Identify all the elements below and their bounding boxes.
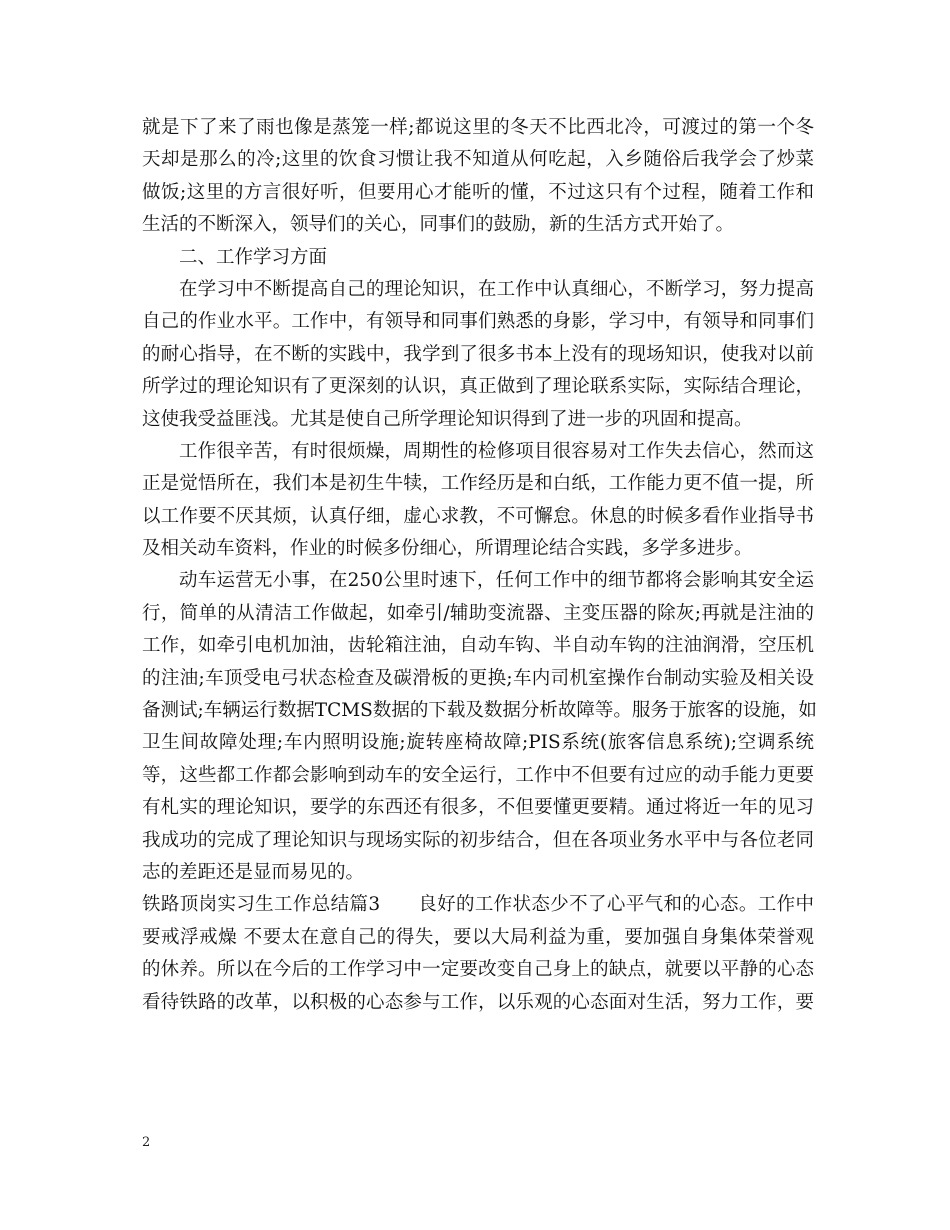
text-line: 工作，如牵引电机加油，齿轮箱注油，自动车钩、半自动车钩的注油润滑，空压机 — [142, 635, 814, 657]
page-number: 2 — [142, 1135, 151, 1150]
text-line: 就是下了来了雨也像是蒸笼一样;都说这里的冬天不比西北冷，可渡过的第一个冬 — [142, 117, 814, 138]
text-line: 这使我受益匪浅。尤其是使自己所学理论知识得到了进一步的巩固和提高。 — [142, 408, 753, 430]
text-line: 等，这些都工作都会影响到动车的安全运行，工作中不但要有过应的动手能力更要 — [142, 764, 814, 786]
paragraph-life-adaptation — [142, 112, 814, 242]
text-line: 铁路顶岗实习生工作总结篇3 良好的工作状态少不了心平气和的心态。工作中 — [142, 894, 814, 916]
text-line: 在学习中不断提高自己的理论知识，在工作中认真细心，不断学习，努力提高 — [179, 278, 814, 300]
paragraph-hard-work — [142, 436, 814, 566]
text-line: 天却是那么的冷;这里的饮食习惯让我不知道从何吃起，入乡随俗后我学会了炒菜 — [142, 149, 814, 171]
text-line: 志的差距还是显而易见的。 — [142, 861, 365, 883]
text-line: 动车运营无小事，在250公里时速下，任何工作中的细节都将会影响其安全运 — [179, 570, 814, 592]
text-line: 我成功的完成了理论知识与现场实际的初步结合，但在各项业务水平中与各位老同 — [142, 829, 814, 851]
text-line: 备测试;车辆运行数据TCMS数据的下载及数据分析故障等。服务于旅客的设施，如 — [142, 700, 817, 722]
text-line: 二、工作学习方面 — [179, 246, 328, 268]
paragraph-study-theory — [142, 274, 814, 436]
text-line: 行，简单的从清洁工作做起，如牵引/辅助变流器、主变压器的除灰;再就是注油的 — [142, 602, 814, 624]
text-line: 有札实的理论知识，要学的东西还有很多，不但要懂更要精。通过将近一年的见习 — [142, 797, 814, 819]
text-line: 的休养。所以在今后的工作学习中一定要改变自己身上的缺点，就要以平静的心态 — [142, 959, 814, 981]
paragraph-emu-operation — [142, 565, 817, 889]
text-line: 以工作要不厌其烦，认真仔细，虚心求教，不可懈怠。休息的时候多看作业指导书 — [142, 505, 814, 527]
text-line: 工作很辛苦，有时很烦燥，周期性的检修项目很容易对工作失去信心，然而这 — [179, 440, 814, 462]
text-line: 自己的作业水平。工作中，有领导和同事们熟悉的身影，学习中，有领导和同事们 — [142, 311, 814, 333]
text-line: 的注油;车顶受电弓状态检查及碳滑板的更换;车内司机室操作台制动实验及相关设 — [142, 667, 814, 689]
section-heading-work-study — [142, 242, 814, 274]
text-line: 要戒浮戒燥 不要太在意自己的得失，要以大局利益为重，要加强自身集体荣誉观 — [142, 926, 814, 948]
text-line: 正是觉悟所在，我们本是初生牛犊，工作经历是和白纸，工作能力更不值一提，所 — [142, 473, 814, 495]
text-line: 及相关动车资料，作业的时候多份细心，所谓理论结合实践，多学多进步。 — [142, 538, 753, 560]
text-line: 看待铁路的改革，以积极的心态参与工作，以乐观的心态面对生活，努力工作，要 — [142, 991, 814, 1013]
text-line: 卫生间故障处理;车内照明设施;旋转座椅故障;PIS系统(旅客信息系统);空调系统 — [142, 732, 814, 754]
text-line: 做饭;这里的方言很好听，但要用心才能听的懂，不过这只有个过程，随着工作和 — [142, 181, 814, 203]
paragraph-summary-3 — [142, 889, 814, 1019]
document-body — [142, 112, 817, 1019]
text-line: 的耐心指导，在不断的实践中，我学到了很多书本上没有的现场知识，使我对以前 — [142, 343, 814, 365]
text-line: 所学过的理论知识有了更深刻的认识，真正做到了理论联系实际，实际结合理论， — [142, 376, 814, 398]
text-line: 生活的不断深入，领导们的关心，同事们的鼓励，新的生活方式开始了。 — [142, 214, 735, 236]
